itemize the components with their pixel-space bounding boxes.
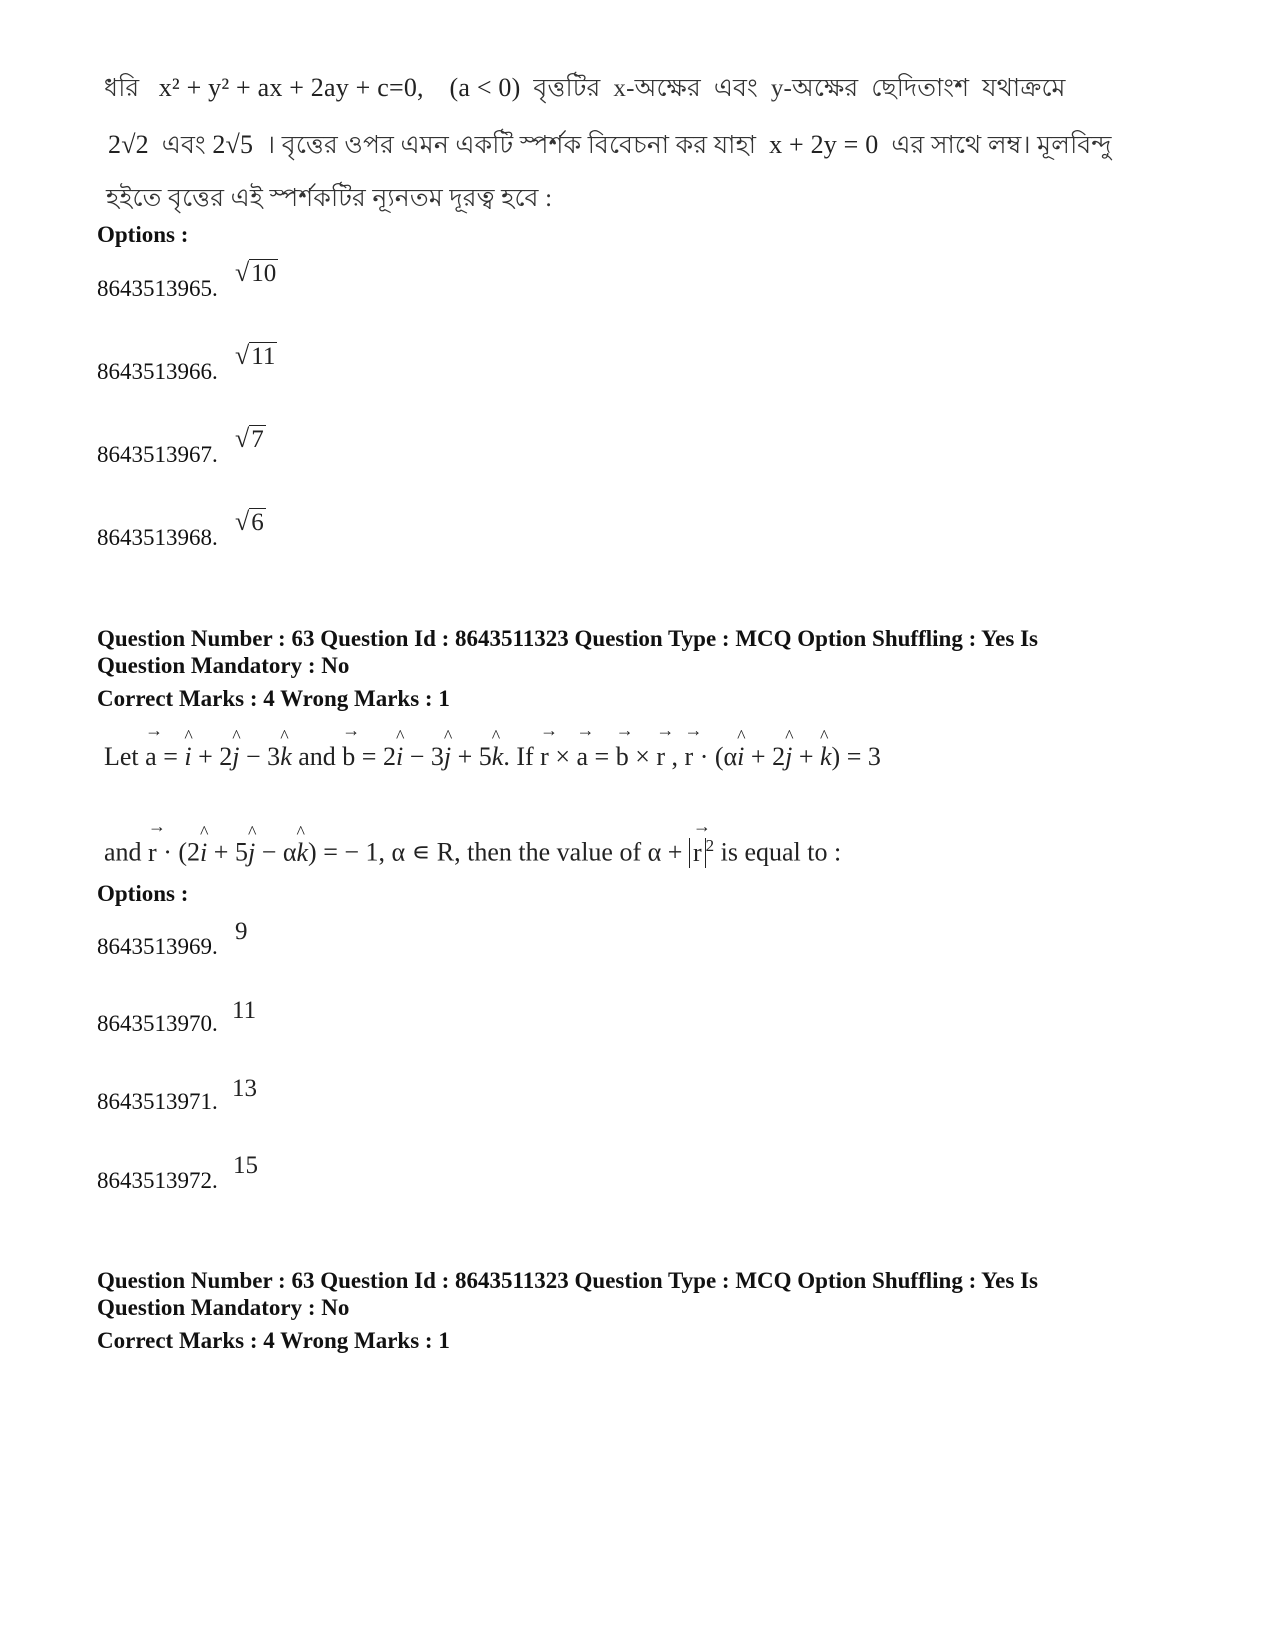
- option-id: 8643513965.: [97, 276, 218, 301]
- q63-phrase: is equal to :: [720, 837, 842, 867]
- q62-word: ছেদিতাংশ: [871, 75, 970, 102]
- q63-options-label: Options :: [97, 881, 189, 906]
- option-id: 8643513966.: [97, 359, 218, 384]
- q62-intercept-y: 2√5: [212, 130, 254, 159]
- option-value: 11: [232, 997, 257, 1024]
- option-value: √11: [235, 341, 276, 370]
- option-value: 13: [232, 1075, 257, 1102]
- q62-condition: (a < 0): [449, 73, 521, 102]
- q62-circle-equation: x² + y² + ax + 2ay + c=0,: [158, 73, 424, 102]
- q62-word: এবং: [161, 132, 206, 159]
- q63-word: If: [516, 742, 534, 771]
- q62-line-equation: x + 2y = 0: [769, 130, 879, 159]
- option-id: 8643513970.: [97, 1011, 218, 1036]
- option-value: √6: [235, 507, 264, 536]
- option-value: 9: [235, 918, 248, 945]
- q62-text-line-2: [108, 125, 1112, 168]
- option-value: √10: [235, 258, 277, 287]
- q62-text-line-3: হইতে বৃত্তের এই স্পর্শকটির ন্যূনতম দূরত্ব হবে :: [106, 185, 553, 212]
- q63-word: Let: [104, 742, 139, 771]
- q62-intercept-x: 2√2: [108, 130, 149, 159]
- q63-question-line-1: Let → a = ^ i + 2^ j − 3^ k and → b = 2^ i − 3^ j + 5^ k. If → r × → a = → b × → r , → r · (α^ i + 2^ j + ^ k) = 3: [104, 742, 881, 772]
- q62-word: ধরি: [104, 75, 140, 102]
- q62-word: যথাক্রমে: [982, 75, 1066, 102]
- option-value: 15: [233, 1152, 258, 1179]
- q63-repeat-header-line-1: Question Number : 63 Question Id : 8643511323 Question Type : MCQ Option Shuffling : Yes Is: [97, 1268, 1038, 1293]
- q62-word: y-অক্ষের: [770, 75, 859, 102]
- option-id: 8643513971.: [97, 1089, 218, 1114]
- q63-word: and: [104, 837, 142, 867]
- q62-word: x-অক্ষের: [613, 75, 701, 102]
- q62-word: এবং: [713, 75, 758, 102]
- q62-word: । বৃত্তের ওপর এমন একটি স্পর্শক বিবেচনা কর যাহা: [266, 132, 757, 159]
- option-id: 8643513972.: [97, 1168, 218, 1193]
- option-id: 8643513968.: [97, 525, 218, 550]
- q63-question-line-2: and → r · (2^ i + 5^ j − α^ k) = − 1, α ∊ R, then the value of α + → r $^2$ is equal to :: [104, 836, 841, 868]
- q63-phrase: , α ∊ R, then the value of: [378, 837, 642, 867]
- q62-word: এর সাথে লম্ব। মূলবিন্দু: [891, 132, 1112, 159]
- q63-header-line-2: Question Mandatory : No: [97, 653, 350, 678]
- q62-options-label: Options :: [97, 222, 189, 247]
- q62-text-line-1: [104, 68, 1066, 111]
- q63-marks: Correct Marks : 4 Wrong Marks : 1: [97, 686, 450, 711]
- q63-word: and: [298, 742, 336, 771]
- option-value: √7: [235, 424, 264, 453]
- q62-word: বৃত্তটির: [533, 75, 601, 102]
- q63-header-line-1: Question Number : 63 Question Id : 8643511323 Question Type : MCQ Option Shuffling : Yes Is: [97, 626, 1038, 651]
- option-id: 8643513967.: [97, 442, 218, 467]
- q63-repeat-marks: Correct Marks : 4 Wrong Marks : 1: [97, 1328, 450, 1353]
- q63-repeat-header-line-2: Question Mandatory : No: [97, 1295, 350, 1320]
- option-id: 8643513969.: [97, 934, 218, 959]
